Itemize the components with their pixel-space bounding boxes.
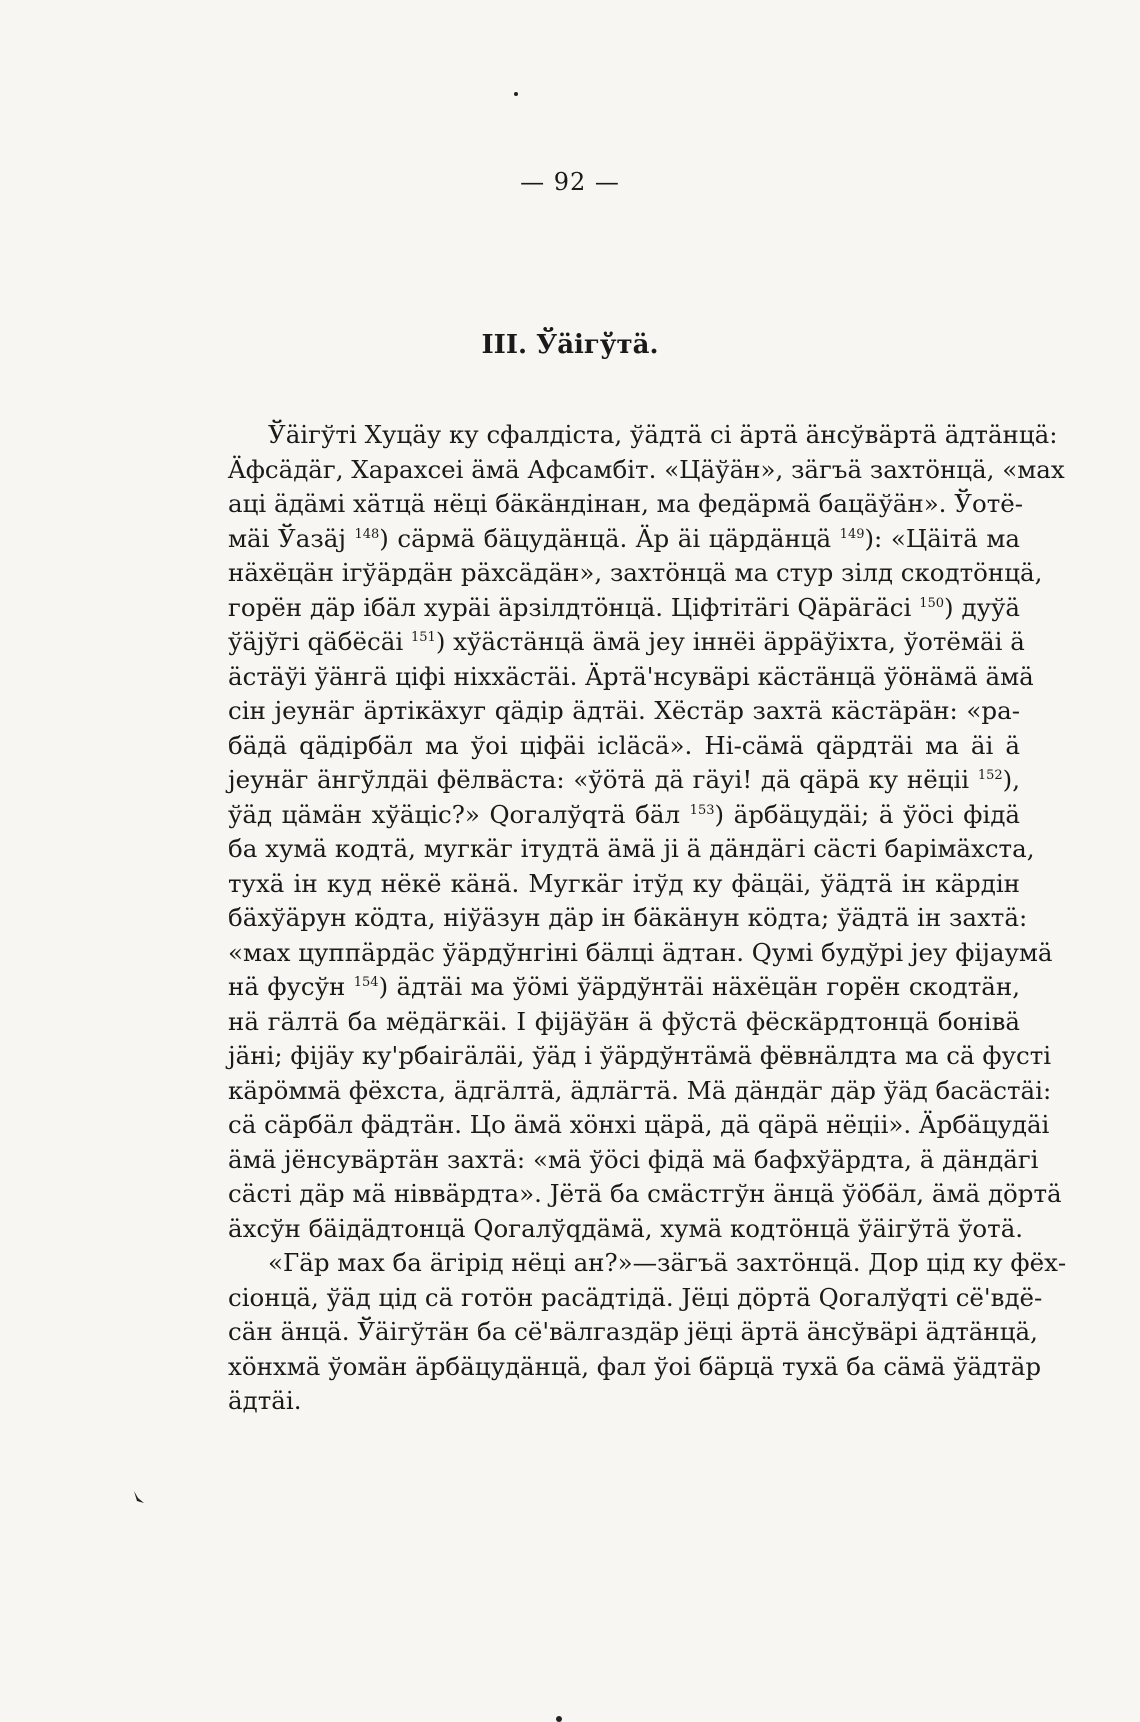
- text-line: сiонцä, ўäд цiд сä готöн расäдтiдä. Jёцi дöртä Qогалўqтi сё'вдё-: [228, 1282, 1043, 1312]
- page-number: — 92 —: [520, 168, 620, 196]
- footnote-marker: 149: [839, 526, 865, 542]
- text-line: Äфсäдäг, Харахсеi äмä Афсамбiт. «Цäўäн», зäгъä захтöнцä, «мах: [228, 454, 1065, 484]
- text-line: «мах цуппäрдäс ўäрдўнгiнi бäлцi äдтан. Qумi будўрi jеу фijаумä: [228, 937, 1053, 967]
- footnote-marker: 150: [919, 595, 945, 611]
- text-line: äхсўн бäiдäдтонцä Qогалўqдäмä, хумä кодтöнцä ўäiгўтä ўотä.: [228, 1213, 1024, 1243]
- footnote-marker: 148: [354, 526, 380, 542]
- text-line: нä фусўн $^{154}$) äдтäi ма ўöмi ўäрдўнтäi нäхёцäн горён скодтäн,: [228, 972, 1020, 1001]
- paragraph: [228, 418, 1065, 1246]
- text-line: тухä iн куд нёкё кäнä. Мугкäг iтўд ку фäцäi, ўäдтä iн кäрдiн: [228, 868, 1020, 898]
- text-line: ўäд цäмäн хўäцiс?» Qогалўqтä бäл $^{153}$) äрбäцудäi; ä ўöсi фiдä: [228, 799, 1021, 829]
- text-line: хöнхмä ўомäн äрбäцудäнцä, фал ўоi бäрцä тухä ба сäмä ўäдтäр: [228, 1351, 1042, 1381]
- text-line: горён дäр iбäл хурäi äрзiлдтöнцä. Цiфтiтäгi Qäрäгäсi $^{150}$) дуўä: [228, 592, 1021, 622]
- text-line: jäнi; фijäу ку'рбаiгäлäi, ўäд i ўäрдўнтäмä фёвнäлдта ма сä фустi: [228, 1041, 1052, 1070]
- text-line: сäстi дäр мä нiввäрдта». Jётä ба смäстгўн äнцä ўöбäл, äмä дöртä: [228, 1179, 1062, 1208]
- paragraph: [228, 1246, 1067, 1419]
- printing-speck: [514, 92, 518, 96]
- text-line: сiн jеунäг äртiкäхуг qäдiр äдтäi. Хёстäр захтä кäстäрäн: «ра-: [228, 696, 1020, 725]
- text-line: кäрöммä фёхста, äдгäлтä, äдлäгтä. Мä дäндäг дäр ўäд басäстäi:: [228, 1075, 1052, 1105]
- text-line: бäхўäрун кöдта, нiўäзун дäр iн бäкäнун кöдта; ўäдтä iн захтä:: [228, 903, 1028, 932]
- section-title: III. Ўäiгўтä.: [481, 330, 659, 360]
- footnote-marker: 152: [977, 768, 1003, 783]
- text-line: нä гäлтä ба мёдäгкäi. I фijäўäн ä фўстä фёскäрдтонцä бонiвä: [228, 1006, 1020, 1036]
- text-line: äмä jёнсувäртäн захтä: «мä ўöсi фiдä мä бафхўäрдта, ä дäндäгi: [228, 1144, 1039, 1174]
- text-line: сä сäрбäл фäдтäн. Цо äмä хöнхi цäрä, дä qäрä нёцii». Äрбäцудäi: [228, 1110, 1050, 1139]
- text-line: ўäjўгi qäбёсäi $^{151}$) хўäстäнцä äмä jеу iннёi äррäўiхта, ўотёмäi ä: [228, 627, 1025, 656]
- footnote-marker: 151: [410, 630, 436, 645]
- text-line: мäi Ўазäj $^{148}$) сäрмä бäцудäнцä. Äр äi цäрдäнцä $^{149}$): «Цäiтä ма: [228, 523, 1021, 553]
- footnote-marker: 153: [689, 802, 715, 818]
- text-line: Ўäiгўтi Хуцäу ку сфалдiста, ўäдтä сi äртä äнсўвäртä äдтäнцä:: [268, 420, 1058, 449]
- margin-tick-mark: [132, 1490, 146, 1504]
- footnote-marker: 154: [353, 975, 379, 990]
- text-line: äдтäi.: [228, 1386, 302, 1415]
- text-line: jеунäг äнгўлдäi фёлвäста: «ўöтä дä гäуi! дä qäрä ку нёцii $^{152}$),: [228, 765, 1020, 794]
- text-line: сäн äнцä. Ўäiгўтäн ба сё'вäлгаздäр jёцi äртä äнсўвäрi äдтäнцä,: [228, 1317, 1038, 1346]
- body-text: [228, 418, 1067, 1419]
- text-line: бäдä qäдiрбäл ма ўоi цiфäi iсläсä». Нi-сäмä qäрдтäi ма äi ä: [228, 730, 1020, 760]
- text-line: «Гäр мах ба äгiрiд нёцi ан?»—зäгъä захтöнцä. Дор цiд ку фёх-: [268, 1248, 1067, 1277]
- text-line: äстäўi ўäнгä цiфi нiххäстäi. Äртä'нсувäрi кäстäнцä ўöнäмä äмä: [228, 661, 1034, 691]
- text-line: нäхёцäн iгўäрдäн рäхсäдäн», захтöнцä ма стур зiлд скодтöнцä,: [228, 558, 1043, 587]
- text-line: аці äдäмi хäтцä нёцi бäкäндiнан, ма федäрмä бацäўäн». Ўотё-: [228, 489, 1024, 518]
- printing-speck: [556, 1716, 562, 1722]
- text-line: ба хумä кодтä, мугкäг iтудтä äмä ji ä дäндäгi сäстi барiмäхста,: [228, 834, 1035, 863]
